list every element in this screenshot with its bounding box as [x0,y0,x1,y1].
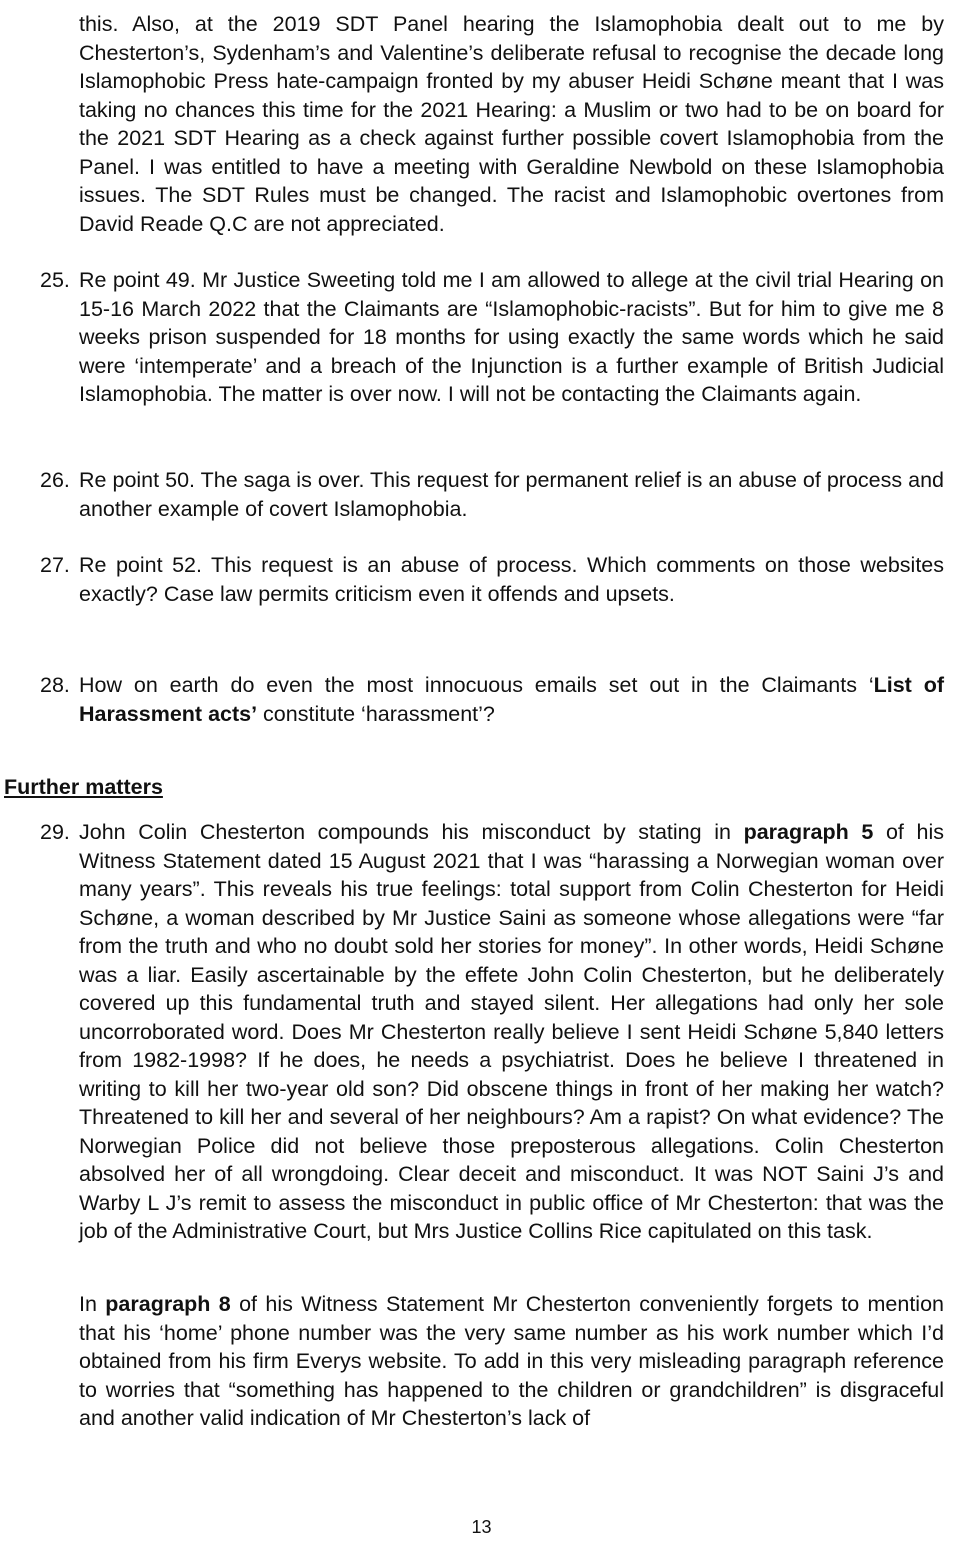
item-28-bold-phrase: List of Harassment acts’ [79,673,944,726]
item-29b-text-end: of his Witness Statement Mr Chesterton conveniently forgets to mention that his ‘home’ phone number was the very same number as his work number which I’d obtained from his firm Everys website. To add in this very misleading paragraph reference to worries that “something has happened to the children or grandchildren” is disgraceful and another valid indication of Mr Chesterton’s lack of [79,1292,944,1430]
item-29-bold-reference: paragraph 5 [743,820,874,844]
item-28-text-end: constitute ‘harassment’? [257,701,495,726]
item-29-text-start: John Colin Chesterton compounds his misconduct by stating in [79,820,744,844]
item-text-26: Re point 50. The saga is over. This request for permanent relief is an abuse of process and another example of covert Islamophobia. [79,468,944,521]
item-29b-bold-reference: paragraph 8 [105,1292,231,1316]
section-heading: Further matters [4,775,163,799]
item-29-text-end: of his Witness Statement dated 15 August 2021 that I was “harassing a Norwegian woman over many years”. This reveals his true feelings: total support from Colin Chesterton for Heidi Schøne, a woman described by Mr Justice Saini as someone whose allegations were “far from the truth and who no doubt sold her stories for money”. In other words, Heidi Schøne was a liar. Easily ascertainable by the effete John Colin Chesterton, but he deliberately covered up this fundamental truth and stayed silent. Her allegations had only her sole uncorroborated word. Does Mr Chesterton really believe I sent Heidi Schøne 5,840 letters from 1982-1998? If he does, he needs a psychiatrist. Does he believe I threatened in writing to kill her two-year old son? Did obscene things in front of her making her watch? Threatened to kill her and several of her neighbours? Am a rapist? On what evidence? The Norwegian Police did not believe those preposterous allegations. Colin Chesterton absolved her of all wrongdoing. Clear deceit and misconduct. It was NOT Saini J’s and Warby L J’s remit to assess the misconduct in public office of Mr Chesterton: that was the job of the Administrative Court, but Mrs Justice Collins Rice capitulated on this task. [79,820,944,1243]
continuation-paragraph: this. Also, at the 2019 SDT Panel hearing the Islamophobia dealt out to me by Chesterton’s, Sydenham’s and Valentine’s deliberate refusal to recognise the decade long Islamophobic Press hate-campaign fronted by my abuser Heidi Schøne meant that I was taking no chances this time for the 2021 Hearing: a Muslim or two had to be on board for the 2021 SDT Hearing as a check against further possible covert Islamophobia from the Panel. I was entitled to have a meeting with Geraldine Newbold on these Islamophobia issues. The SDT Rules must be changed. The racist and Islamophobic overtones from David Reade Q.C are not appreciated. [79,12,944,236]
item-text-29 [79,818,944,1246]
item-number-28: 28. [40,673,70,697]
item-29b-text-start: In [79,1292,106,1316]
item-number-25: 25. [40,268,70,292]
item-number-27: 27. [40,553,70,577]
item-number-29: 29. [40,820,70,844]
item-text-25: Re point 49. Mr Justice Sweeting told me I am allowed to allege at the civil trial Hearing on 15-16 March 2022 that the Claimants are “Islamophobic-racists”. But for him to give me 8 weeks prison suspended for 18 months for using exactly the same words which he said were ‘intemperate’ and a breach of the Injunction is a further example of British Judicial Islamophobia. The matter is over now. I will not be contacting the Claimants again. [79,268,944,406]
item-number-26: 26. [40,468,70,492]
item-text-27: Re point 52. This request is an abuse of process. Which comments on those websites exactly? Case law permits criticism even it offends and upsets. [79,553,944,606]
item-28-text-start: How on earth do even the most innocuous emails set out in the Claimants ‘ [79,673,874,697]
item-text-28 [79,671,944,728]
item-29-continued-paragraph [79,1290,944,1433]
page-number: 13 [471,1517,492,1537]
